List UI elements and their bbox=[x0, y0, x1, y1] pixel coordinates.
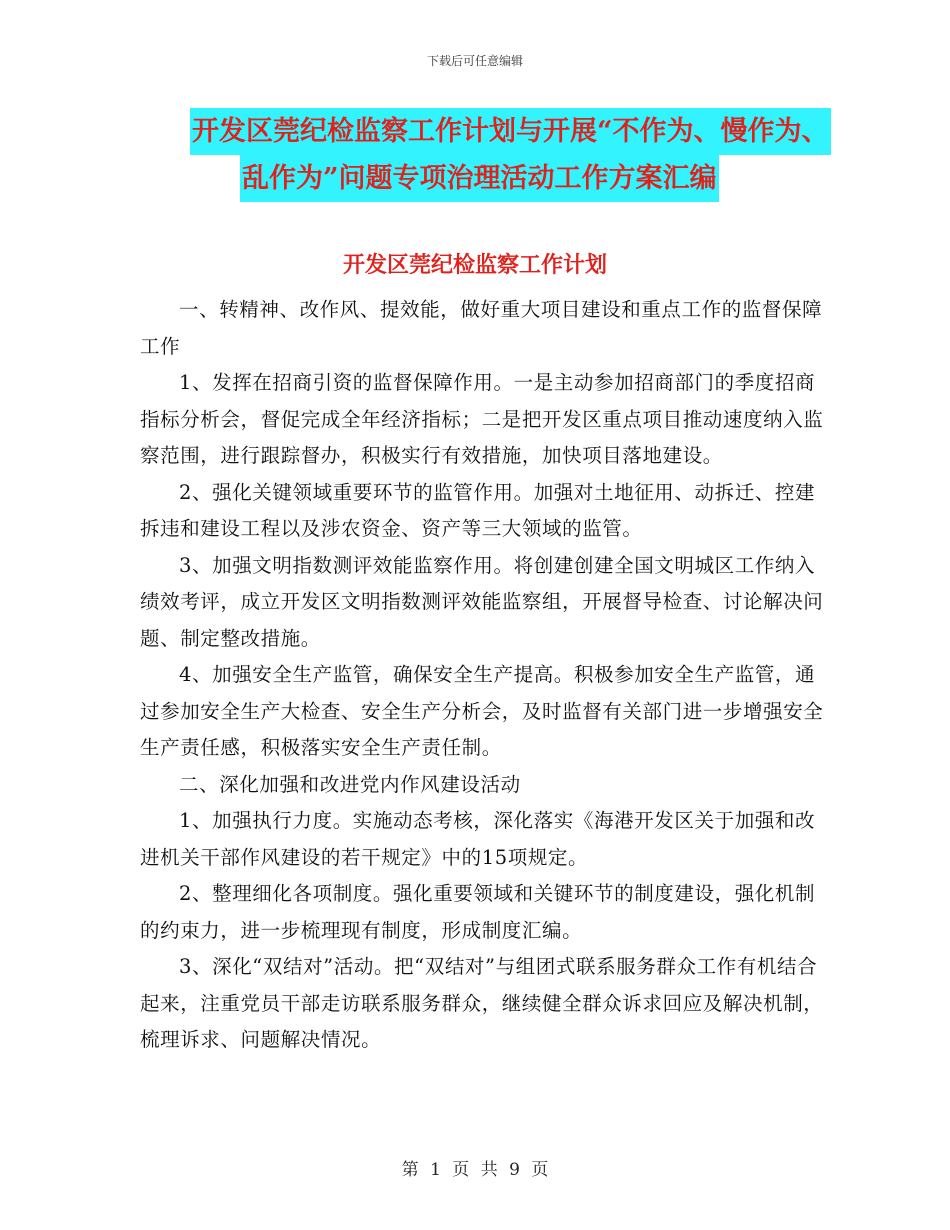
page-number: 第 1 页 共 9 页 bbox=[401, 1160, 549, 1180]
document-title bbox=[190, 108, 840, 202]
paragraph: 2、整理细化各项制度。强化重要领域和关键环节的制度建设，强化机制的约束力，进一步梳理现有制度，形成制度汇编。 bbox=[140, 882, 816, 942]
paragraph: 3、加强文明指数测评效能监察作用。将创建创建全国文明城区工作纳入绩效考评，成立开发区文明指数测评效能监察组，开展督导检查、讨论解决问题、制定整改措施。 bbox=[140, 553, 824, 650]
paragraph: 3、深化“双结对”活动。把“双结对”与组团式联系服务群众工作有机结合起来，注重党员干部走访联系服务群众，继续健全群众诉求回应及解决机制，梳理诉求、问题解决情况。 bbox=[140, 955, 824, 1051]
title-line-1: 开发区莞纪检监察工作计划与开展“不作为、慢作为、 bbox=[190, 108, 831, 155]
paragraph: 2、强化关键领域重要环节的监管作用。加强对土地征用、动拆迁、控建拆违和建设工程以及涉农资金、资产等三大领域的监管。 bbox=[140, 480, 816, 540]
paragraph: 1、加强执行力度。实施动态考核，深化落实《海港开发区关于加强和改进机关干部作风建设的若干规定》中的15项规定。 bbox=[140, 809, 816, 869]
title-line-2: 乱作为”问题专项治理活动工作方案汇编 bbox=[240, 155, 719, 202]
section-title: 开发区莞纪检监察工作计划 bbox=[342, 252, 607, 278]
paragraph: 4、加强安全生产监管，确保安全生产提高。积极参加安全生产监管，通过参加安全生产大检查、安全生产分析会，及时监督有关部门进一步增强安全生产责任感，积极落实安全生产责任制。 bbox=[140, 663, 824, 759]
header-note: 下载后可任意编辑 bbox=[426, 54, 523, 68]
paragraph: 二、深化加强和改进党内作风建设活动 bbox=[179, 772, 521, 796]
document-body bbox=[140, 292, 826, 1059]
paragraph: 1、发挥在招商引资的监督保障作用。一是主动参加招商部门的季度招商指标分析会，督促完成全年经济指标；二是把开发区重点项目推动速度纳入监察范围，进行跟踪督办，积极实行有效措施，加快项目落地建设。 bbox=[140, 371, 824, 467]
paragraph: 一、转精神、改作风、提效能，做好重大项目建设和重点工作的监督保障工作 bbox=[140, 298, 823, 358]
